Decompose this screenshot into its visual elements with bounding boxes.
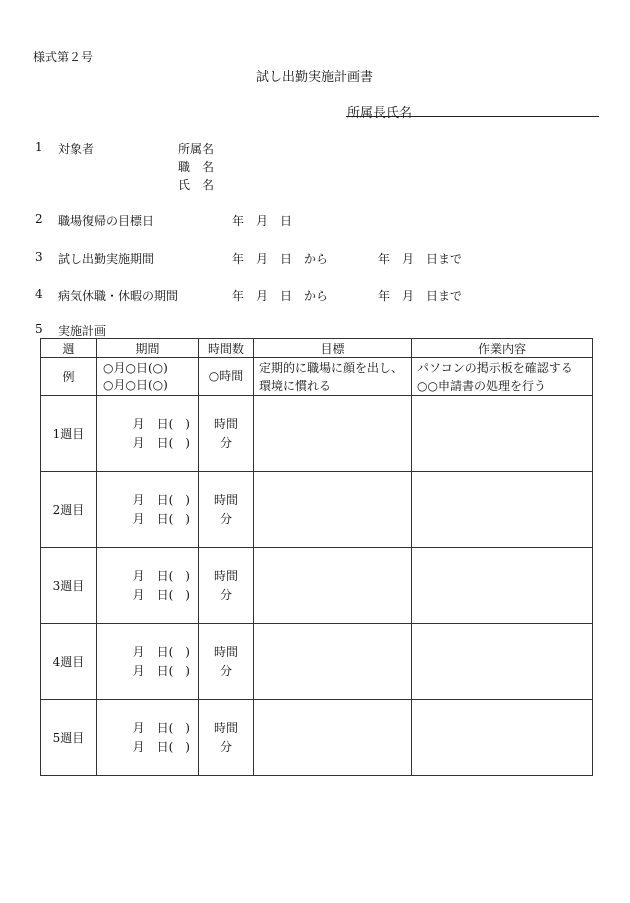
work-input[interactable] bbox=[412, 624, 593, 700]
section-2-number: 2 bbox=[35, 212, 43, 226]
section-1-number: 1 bbox=[35, 140, 43, 154]
section-5-number: 5 bbox=[35, 322, 43, 336]
week-label: 2週目 bbox=[41, 472, 97, 548]
week-label: 3週目 bbox=[41, 548, 97, 624]
period-end: 月 日( ) bbox=[132, 587, 190, 602]
plan-table bbox=[40, 338, 593, 776]
work-input[interactable] bbox=[412, 700, 593, 776]
trial-period-to[interactable]: 年 月 日まで bbox=[378, 252, 463, 266]
example-goal-line: 定期的に職場に顔を出し、 bbox=[259, 361, 404, 375]
minutes-unit: 分 bbox=[219, 435, 232, 450]
hours-unit: 時間 bbox=[213, 644, 238, 659]
trial-period-from[interactable]: 年 月 日 から bbox=[232, 252, 329, 266]
supervisor-name-label: 所属長氏名 bbox=[347, 106, 413, 121]
affiliation-label: 所属名 bbox=[178, 142, 215, 156]
hours-unit: 時間 bbox=[213, 720, 238, 735]
example-work-line: パソコンの掲示板を確認する bbox=[417, 361, 573, 375]
goal-input[interactable] bbox=[254, 624, 412, 700]
full-name-label: 氏 名 bbox=[178, 178, 215, 192]
example-period-end: ○月○日(○) bbox=[103, 377, 168, 392]
header-hours: 時間数 bbox=[199, 339, 254, 358]
goal-input[interactable] bbox=[254, 472, 412, 548]
period-end: 月 日( ) bbox=[132, 663, 190, 678]
section-5-label: 実施計画 bbox=[58, 324, 107, 338]
hours-unit: 時間 bbox=[213, 568, 238, 583]
goal-input[interactable] bbox=[254, 548, 412, 624]
table-header-row bbox=[41, 339, 593, 358]
week-label: 1週目 bbox=[41, 396, 97, 472]
week-label: 4週目 bbox=[41, 624, 97, 700]
section-4-label: 病気休職・休暇の期間 bbox=[58, 289, 179, 303]
hours-unit: 時間 bbox=[213, 492, 238, 507]
hours-input[interactable] bbox=[199, 472, 254, 548]
hours-unit: 時間 bbox=[213, 416, 238, 431]
example-hours: ○時間 bbox=[199, 358, 254, 396]
period-end: 月 日( ) bbox=[132, 739, 190, 754]
section-2-label: 職場復帰の目標日 bbox=[58, 214, 155, 228]
period-start: 月 日( ) bbox=[132, 644, 190, 659]
table-row bbox=[41, 548, 593, 624]
hours-input[interactable] bbox=[199, 396, 254, 472]
table-row bbox=[41, 700, 593, 776]
goal-input[interactable] bbox=[254, 700, 412, 776]
minutes-unit: 分 bbox=[219, 739, 232, 754]
example-goal bbox=[254, 358, 412, 396]
period-start: 月 日( ) bbox=[132, 492, 190, 507]
table-row bbox=[41, 396, 593, 472]
period-start: 月 日( ) bbox=[132, 720, 190, 735]
work-input[interactable] bbox=[412, 396, 593, 472]
target-return-date[interactable]: 年 月 日 bbox=[232, 214, 293, 228]
section-1-label: 対象者 bbox=[58, 142, 95, 156]
hours-input[interactable] bbox=[199, 624, 254, 700]
example-period bbox=[97, 358, 199, 396]
minutes-unit: 分 bbox=[219, 663, 232, 678]
job-title-label: 職 名 bbox=[178, 160, 215, 174]
leave-period-from[interactable]: 年 月 日 から bbox=[232, 289, 329, 303]
period-input[interactable] bbox=[97, 472, 199, 548]
example-week: 例 bbox=[41, 358, 97, 396]
minutes-unit: 分 bbox=[219, 587, 232, 602]
section-4-number: 4 bbox=[35, 287, 43, 301]
period-start: 月 日( ) bbox=[132, 416, 190, 431]
example-period-start: ○月○日(○) bbox=[103, 360, 168, 375]
period-input[interactable] bbox=[97, 700, 199, 776]
example-work-line: ○○申請書の処理を行う bbox=[417, 379, 546, 393]
period-input[interactable] bbox=[97, 396, 199, 472]
page-title: 試し出勤実施計画書 bbox=[256, 70, 374, 85]
leave-period-to[interactable]: 年 月 日まで bbox=[378, 289, 463, 303]
example-row bbox=[41, 358, 593, 396]
header-work: 作業内容 bbox=[412, 339, 593, 358]
period-start: 月 日( ) bbox=[132, 568, 190, 583]
form-number: 様式第２号 bbox=[33, 50, 94, 64]
period-end: 月 日( ) bbox=[132, 511, 190, 526]
hours-input[interactable] bbox=[199, 548, 254, 624]
minutes-unit: 分 bbox=[219, 511, 232, 526]
work-input[interactable] bbox=[412, 472, 593, 548]
goal-input[interactable] bbox=[254, 396, 412, 472]
example-work bbox=[412, 358, 593, 396]
table-row bbox=[41, 624, 593, 700]
hours-input[interactable] bbox=[199, 700, 254, 776]
section-3-label: 試し出勤実施期間 bbox=[58, 252, 155, 266]
header-goal: 目標 bbox=[254, 339, 412, 358]
period-end: 月 日( ) bbox=[132, 435, 190, 450]
supervisor-signature-line[interactable] bbox=[346, 116, 599, 117]
period-input[interactable] bbox=[97, 624, 199, 700]
header-period: 期間 bbox=[97, 339, 199, 358]
table-row bbox=[41, 472, 593, 548]
period-input[interactable] bbox=[97, 548, 199, 624]
section-3-number: 3 bbox=[35, 250, 43, 264]
header-week: 週 bbox=[41, 339, 97, 358]
week-label: 5週目 bbox=[41, 700, 97, 776]
work-input[interactable] bbox=[412, 548, 593, 624]
example-goal-line: 環境に慣れる bbox=[259, 379, 332, 393]
